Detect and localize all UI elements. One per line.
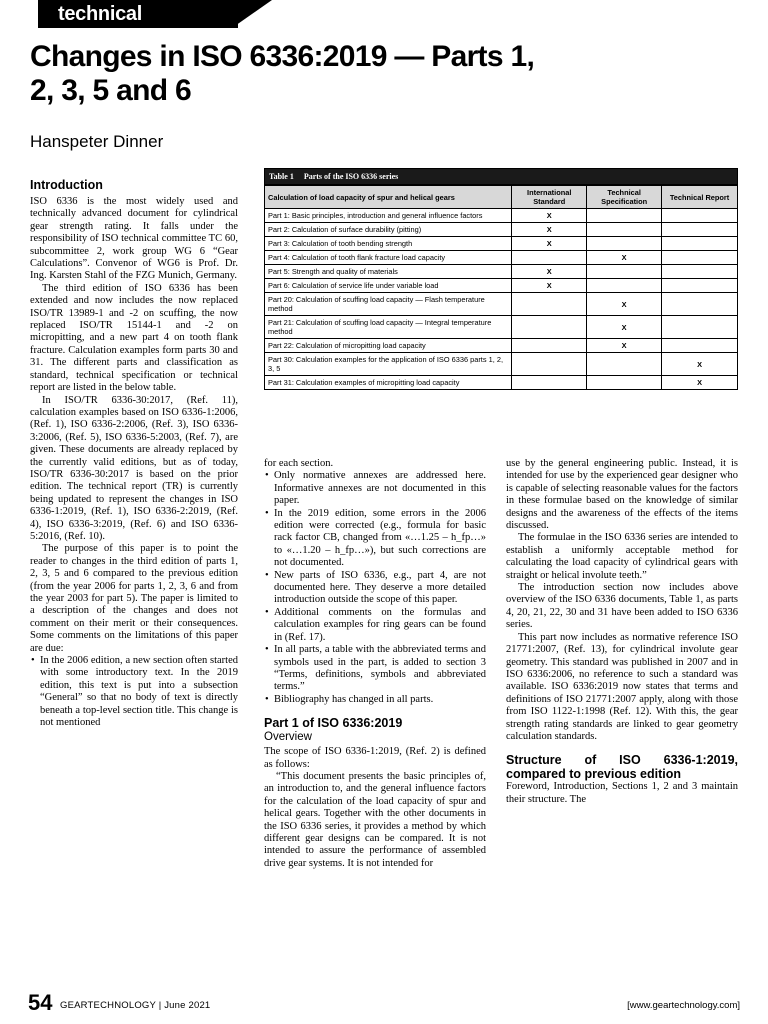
paragraph: The purpose of this paper is to point the reader to changes in the third edition of parts 1, 2, 3, 5 and 6 compared to the previous edition (from the year 2006 for parts 1, 2, 3, 6 and from the year 2003 for part 5). The paper is limited to a description of the changes and does not comment on their merit or their consequences. Some comments on the limitations of this paper are due: — [30, 543, 238, 654]
table-cell-ts — [587, 353, 662, 376]
table-1-container — [264, 168, 738, 390]
limitations-bullet-list — [30, 655, 238, 729]
table-cell-label: Part 4: Calculation of tooth flank fracture load capacity — [265, 251, 512, 265]
paragraph: The scope of ISO 6336-1:2019, (Ref. 2) is defined as follows: — [264, 746, 486, 770]
table-cell-label: Part 6: Calculation of service life under variable load — [265, 279, 512, 293]
table-row — [265, 353, 738, 376]
table-cell-tr — [662, 209, 738, 223]
paragraph: ISO 6336 is the most widely used and technically advanced document for cylindrical gear strength rating. It falls under the responsibility of ISO technical committee TC 60, subcommittee 2, work group WG 6 “Gear Calculations”. Convenor of WG6 is Prof. Dr. Ing. Karsten Stahl of the FZG Munich, Germany. — [30, 196, 238, 282]
paragraph: The formulae in the ISO 6336 series are intended to establish a uniformly acceptable method for calculating the load capacity of cylindrical gears with straight or helical involute teeth.” — [506, 532, 738, 581]
table-cell-ts — [587, 209, 662, 223]
author-byline: Hanspeter Dinner — [30, 132, 164, 151]
list-item: • Bibliography has changed in all parts. — [264, 694, 486, 706]
table-cell-is: X — [512, 237, 587, 251]
tab-slant-decoration — [232, 0, 272, 28]
list-item: • In the 2019 edition, some errors in the 2006 edition were corrected (e.g., formula for basic rack factor CB, changed from «…1.25 – h_fp…» to «…1.20 – h_fp…»), but such corrections are not documented. — [264, 508, 486, 570]
table-cell-tr — [662, 237, 738, 251]
table-cell-tr — [662, 339, 738, 353]
paragraph: Foreword, Introduction, Sections 1, 2 and 3 maintain their structure. The — [506, 781, 738, 805]
list-item: • New parts of ISO 6336, e.g., part 4, are not documented here. They deserve a more detailed introduction outside the scope of this paper. — [264, 570, 486, 607]
body-column-3 — [506, 458, 738, 806]
table-cell-ts: X — [587, 293, 662, 316]
page-title: Changes in ISO 6336:2019 — Parts 1, 2, 3, 5 and 6 — [30, 40, 535, 107]
table-cell-label: Part 30: Calculation examples for the application of ISO 6336 parts 1, 2, 3, 5 — [265, 353, 512, 376]
introduction-heading: Introduction — [30, 178, 103, 192]
paragraph: The third edition of ISO 6336 has been extended and now includes the now replaced ISO/TR 13989-1 and -2 on scuffing, the now replaced ISO/TR 15144-1 and -2 on micropitting, and a new part 4 on tooth flank fracture. Calculation examples form parts 30 and 31. The different parts and classification as standard, technical specification or technical report are listed in the below table. — [30, 282, 238, 394]
table-cell-label: Part 22: Calculation of micropitting load capacity — [265, 339, 512, 353]
table-cell-tr: X — [662, 376, 738, 390]
table-cell-ts — [587, 223, 662, 237]
table-cell-is: X — [512, 279, 587, 293]
table-cell-is — [512, 251, 587, 265]
section-heading-part1: Part 1 of ISO 6336:2019 — [264, 716, 403, 731]
table-cell-ts: X — [587, 339, 662, 353]
paragraph: This part now includes as normative reference ISO 21771:2007, (Ref. 13), for cylindrical involute gear geometry. This standard was published in 2007 and in ISO 6336:2006, no reference to such a standard was available. ISO 6336:2019 now states that terms and definitions of ISO 21771:2007 apply, along with those from ISO 1122-1:1998 (Ref. 12). With this, the gear strength rating standards are linked to gear geometry calculation standards. — [506, 631, 738, 742]
website-link[interactable]: [www.geartechnology.com] — [627, 1000, 740, 1011]
table-cell-is — [512, 376, 587, 390]
table-row — [265, 265, 738, 279]
paragraph: “This document presents the basic principles of, an introduction to, and the general influence factors for the calculation of the load capacity of spur and helical gears. Together with the other documents in the ISO 6336 series, it provides a method by which different gear designs can be compared. It is not intended to assure the performance of assembled drive gear systems. It is not intended for — [264, 770, 486, 869]
table-cell-ts: X — [587, 316, 662, 339]
body-column-1 — [30, 178, 238, 729]
table-row — [265, 237, 738, 251]
list-item: • In all parts, a table with the abbreviated terms and symbols used in the part, is added to section 3 “Terms, definitions, symbols and abbreviated terms.” — [264, 644, 486, 694]
table-cell-is: X — [512, 223, 587, 237]
paragraph: use by the general engineering public. Instead, it is intended for use by the experienced gear designer who is capable of selecting reasonable values for the factors in these formulae based on the knowledge of similar designs and the awareness of the effects of the items discussed. — [506, 458, 738, 532]
section-heading-structure: Structure of ISO 6336-1:2019, compared to previous edition — [506, 753, 738, 782]
table-cell-is — [512, 316, 587, 339]
table-row — [265, 293, 738, 316]
paragraph: The introduction section now includes above overview of the ISO 6336 documents, Table 1, as parts 4, 20, 21, 22, 30 and 31 have been added to ISO 6336 series. — [506, 582, 738, 631]
table-cell-is — [512, 353, 587, 376]
table-row — [265, 279, 738, 293]
table-row — [265, 223, 738, 237]
table-number: Table 1 — [269, 172, 294, 181]
bullet-continuation: for each section. — [264, 458, 334, 469]
table-cell-tr — [662, 316, 738, 339]
table-header-cell-3: Technical Report — [662, 186, 738, 209]
list-item: • In the 2006 edition, a new section often started with some introductory text. In the 2019 edition, this text is put into a subsection “General” so that no body of text is directly beneath a top-level section title. This change is not mentioned — [30, 655, 238, 729]
publication-info: GEARTECHNOLOGY | June 2021 — [60, 1000, 211, 1011]
table-cell-ts — [587, 279, 662, 293]
table-cell-tr — [662, 279, 738, 293]
table-cell-label: Part 21: Calculation of scuffing load capacity — Integral temperature method — [265, 316, 512, 339]
limitations-bullet-list-continued — [264, 470, 486, 706]
iso-parts-table — [264, 185, 738, 390]
table-cell-label: Part 20: Calculation of scuffing load capacity — Flash temperature method — [265, 293, 512, 316]
table-caption-text: Parts of the ISO 6336 series — [303, 172, 399, 181]
table-cell-is: X — [512, 209, 587, 223]
table-cell-tr — [662, 293, 738, 316]
table-cell-ts: X — [587, 251, 662, 265]
table-caption — [264, 168, 738, 185]
table-cell-tr — [662, 265, 738, 279]
table-header-row — [265, 186, 738, 209]
body-column-2 — [264, 458, 486, 870]
table-cell-is — [512, 339, 587, 353]
table-cell-label: Part 1: Basic principles, introduction and general influence factors — [265, 209, 512, 223]
table-header-cell-0: Calculation of load capacity of spur and helical gears — [265, 186, 512, 209]
table-cell-ts — [587, 265, 662, 279]
table-cell-label: Part 2: Calculation of surface durability (pitting) — [265, 223, 512, 237]
table-cell-is — [512, 293, 587, 316]
table-cell-tr — [662, 223, 738, 237]
page-number: 54 — [28, 990, 53, 1015]
list-item: • Only normative annexes are addressed here. Informative annexes are not documented in this paper. — [264, 470, 486, 507]
table-cell-tr — [662, 251, 738, 265]
table-row — [265, 316, 738, 339]
table-cell-label: Part 5: Strength and quality of materials — [265, 265, 512, 279]
table-row — [265, 209, 738, 223]
table-cell-is: X — [512, 265, 587, 279]
table-header-cell-2: Technical Specification — [587, 186, 662, 209]
table-header-cell-1: International Standard — [512, 186, 587, 209]
table-cell-label: Part 31: Calculation examples of micropitting load capacity — [265, 376, 512, 390]
table-row — [265, 339, 738, 353]
table-row — [265, 376, 738, 390]
subsection-heading-overview: Overview — [264, 731, 312, 744]
table-cell-label: Part 3: Calculation of tooth bending strength — [265, 237, 512, 251]
page-footer — [0, 984, 768, 1024]
table-cell-ts — [587, 237, 662, 251]
tab-label: technical — [58, 3, 142, 25]
table-row — [265, 251, 738, 265]
paragraph: In ISO/TR 6336-30:2017, (Ref. 11), calculation examples based on ISO 6336-1:2006, (Ref. 1), ISO 6336-2:2006, (Ref. 3), ISO 6336-3:2006, (Ref. 5), ISO 6336-5:2003, (Ref. 7), are given. These documents are already replaced by the currently valid editions, but as of today, ISO/TR 6336-30:2017 is based on the prior edition. The technical report (TR) is currently being updated to represent the changes in ISO 6336-1:2019, (Ref. 1), ISO 6336-2:2019, (Ref. 4), ISO 6336-3:2019, (Ref. 6) and ISO 6336-5:2016, (Ref. 10). — [30, 394, 238, 542]
technical-section-tab — [0, 0, 768, 30]
list-item: • Additional comments on the formulas and calculation examples for ring gears can be found in (Ref. 17). — [264, 607, 486, 644]
table-cell-ts — [587, 376, 662, 390]
table-cell-tr: X — [662, 353, 738, 376]
